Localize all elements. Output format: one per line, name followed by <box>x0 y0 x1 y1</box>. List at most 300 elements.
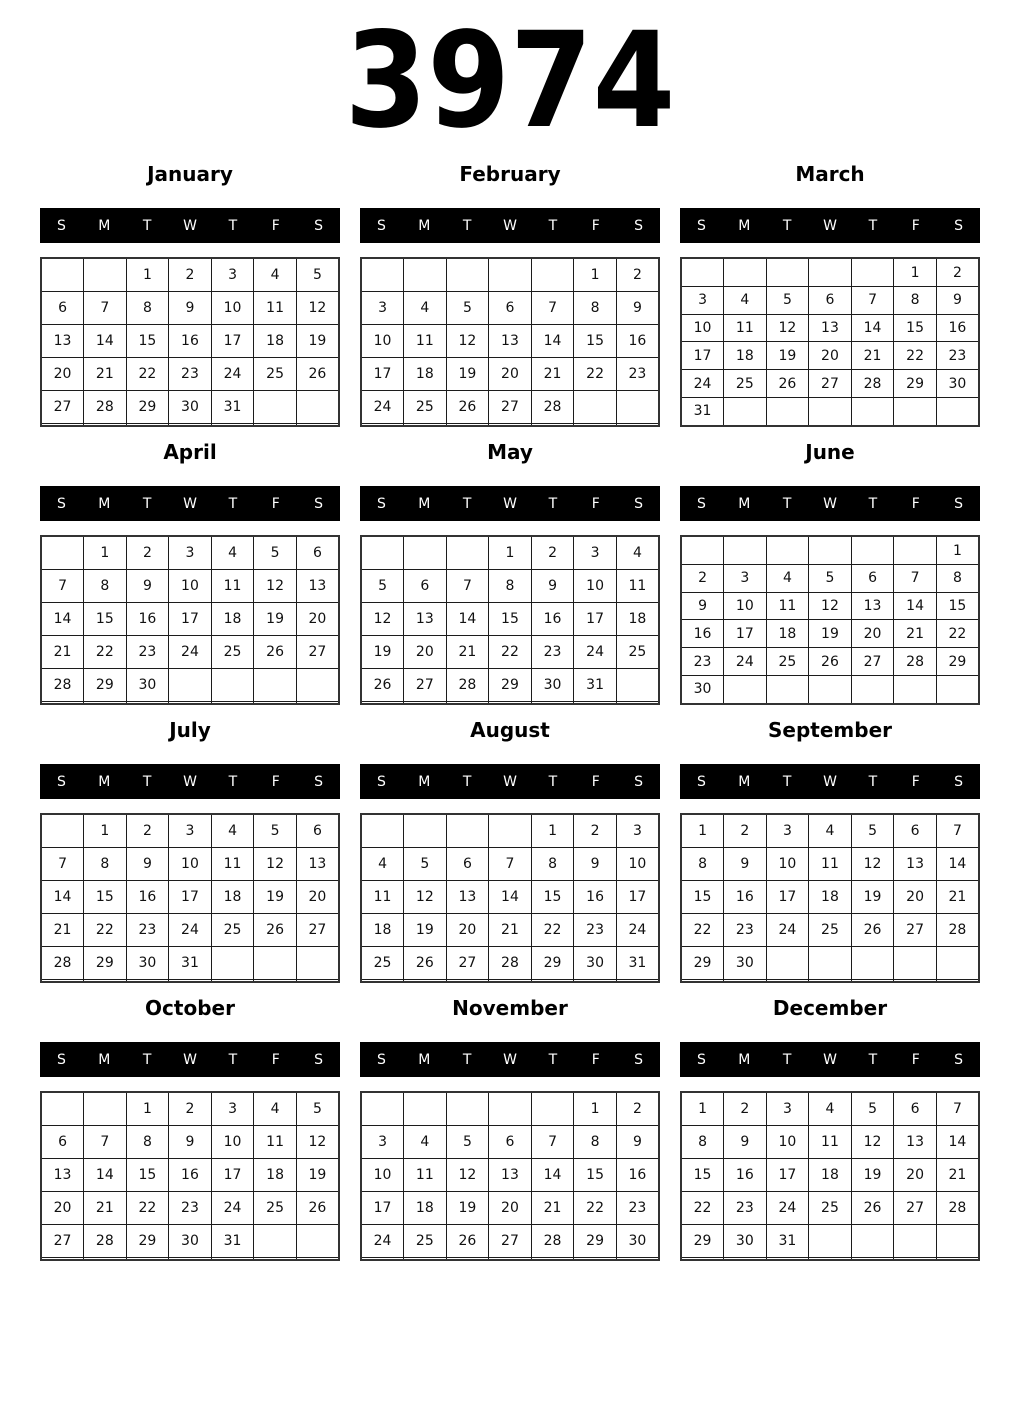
day-cell <box>446 1092 489 1126</box>
day-cell: 20 <box>894 881 937 914</box>
day-cell: 24 <box>211 1191 254 1224</box>
day-cell <box>894 397 937 426</box>
day-cell: 25 <box>254 357 297 390</box>
day-cell <box>936 1224 979 1257</box>
day-cell: 22 <box>574 1191 617 1224</box>
day-cell: 21 <box>531 357 574 390</box>
month-grid <box>680 257 980 427</box>
weekday-label: S <box>696 1051 706 1068</box>
day-cell: 14 <box>894 592 937 620</box>
day-cell: 18 <box>361 913 404 946</box>
week-row <box>361 1092 659 1126</box>
weekday-label: T <box>782 217 792 234</box>
day-cell: 24 <box>169 913 212 946</box>
day-cell <box>531 701 574 704</box>
day-cell: 17 <box>766 1159 809 1192</box>
week-row <box>681 1126 979 1159</box>
month-title: March <box>795 162 865 186</box>
weekday-label: T <box>782 773 792 790</box>
month-october <box>40 998 340 1261</box>
weekday-header <box>40 1042 340 1077</box>
weekday-label: W <box>503 773 517 790</box>
day-cell: 6 <box>809 287 852 315</box>
day-cell: 27 <box>446 946 489 979</box>
day-cell: 21 <box>84 1191 127 1224</box>
day-cell <box>894 946 937 979</box>
day-cell: 6 <box>894 1092 937 1126</box>
week-row <box>681 946 979 979</box>
weekday-header <box>360 486 660 521</box>
weekday-header <box>680 208 980 243</box>
day-cell: 16 <box>936 314 979 342</box>
weekday-label: T <box>462 217 472 234</box>
weekday-label: T <box>228 773 238 790</box>
day-cell <box>404 1257 447 1260</box>
weekday-label: S <box>954 495 964 512</box>
day-cell: 4 <box>211 536 254 570</box>
day-cell: 13 <box>41 1159 84 1192</box>
day-cell: 11 <box>404 325 447 358</box>
day-cell <box>766 946 809 979</box>
day-cell: 4 <box>361 848 404 881</box>
day-cell: 7 <box>936 1092 979 1126</box>
week-row <box>681 881 979 914</box>
day-cell: 26 <box>446 390 489 423</box>
day-cell <box>681 258 724 287</box>
day-cell <box>489 258 532 292</box>
week-row <box>681 620 979 648</box>
day-cell: 19 <box>446 1191 489 1224</box>
day-cell: 18 <box>404 357 447 390</box>
day-cell: 26 <box>296 1191 339 1224</box>
weekday-label: S <box>954 217 964 234</box>
day-cell <box>296 979 339 982</box>
day-cell: 24 <box>361 390 404 423</box>
day-cell: 23 <box>681 648 724 676</box>
week-row <box>361 1257 659 1260</box>
day-cell: 23 <box>126 635 169 668</box>
week-row <box>681 979 979 982</box>
day-cell: 10 <box>616 848 659 881</box>
day-cell <box>681 1257 724 1260</box>
week-row <box>41 1257 339 1260</box>
day-cell <box>489 979 532 982</box>
day-cell: 24 <box>724 648 767 676</box>
day-cell: 9 <box>126 570 169 603</box>
weekday-label: W <box>503 1051 517 1068</box>
day-cell <box>404 701 447 704</box>
week-row <box>41 979 339 982</box>
day-cell: 30 <box>531 668 574 701</box>
day-cell <box>809 1224 852 1257</box>
week-row <box>361 423 659 426</box>
day-cell: 2 <box>936 258 979 287</box>
day-cell: 13 <box>296 570 339 603</box>
day-cell: 19 <box>296 325 339 358</box>
day-cell: 29 <box>126 390 169 423</box>
day-cell: 15 <box>936 592 979 620</box>
day-cell: 15 <box>126 325 169 358</box>
week-row <box>361 390 659 423</box>
weekday-label: T <box>782 1051 792 1068</box>
weekday-label: M <box>418 495 431 512</box>
weekday-label: S <box>634 773 644 790</box>
day-cell: 26 <box>361 668 404 701</box>
day-cell: 9 <box>574 848 617 881</box>
day-cell <box>724 1257 767 1260</box>
week-row <box>361 325 659 358</box>
day-cell <box>809 979 852 982</box>
day-cell: 4 <box>211 814 254 848</box>
day-cell: 19 <box>446 357 489 390</box>
weekday-label: F <box>591 773 600 790</box>
day-cell: 10 <box>361 1159 404 1192</box>
day-cell: 4 <box>766 565 809 593</box>
day-cell: 1 <box>489 536 532 570</box>
day-cell: 15 <box>681 881 724 914</box>
day-cell <box>41 536 84 570</box>
day-cell <box>211 423 254 426</box>
weekday-label: M <box>98 1051 111 1068</box>
day-cell: 29 <box>126 1224 169 1257</box>
day-cell: 15 <box>84 603 127 636</box>
day-cell <box>851 536 894 565</box>
day-cell: 23 <box>616 1191 659 1224</box>
day-cell: 31 <box>211 1224 254 1257</box>
day-cell <box>446 258 489 292</box>
day-cell: 11 <box>809 848 852 881</box>
day-cell <box>616 668 659 701</box>
day-cell <box>851 946 894 979</box>
day-cell <box>211 979 254 982</box>
day-cell: 6 <box>41 292 84 325</box>
day-cell <box>489 1092 532 1126</box>
day-cell: 28 <box>41 668 84 701</box>
month-grid <box>680 535 980 705</box>
day-cell: 15 <box>681 1159 724 1192</box>
day-cell: 11 <box>211 848 254 881</box>
day-cell: 11 <box>211 570 254 603</box>
day-cell: 26 <box>851 1191 894 1224</box>
day-cell: 22 <box>681 1191 724 1224</box>
day-cell: 13 <box>894 848 937 881</box>
day-cell: 18 <box>211 881 254 914</box>
day-cell: 5 <box>404 848 447 881</box>
day-cell: 10 <box>766 848 809 881</box>
weekday-label: F <box>911 773 920 790</box>
weekday-label: S <box>696 217 706 234</box>
day-cell: 17 <box>169 881 212 914</box>
day-cell: 16 <box>126 881 169 914</box>
day-cell: 10 <box>766 1126 809 1159</box>
day-cell: 16 <box>169 1159 212 1192</box>
day-cell: 12 <box>254 570 297 603</box>
day-cell: 27 <box>489 1224 532 1257</box>
day-cell: 18 <box>766 620 809 648</box>
day-cell: 21 <box>851 342 894 370</box>
day-cell: 8 <box>574 1126 617 1159</box>
weekday-header <box>680 486 980 521</box>
day-cell: 12 <box>446 325 489 358</box>
week-row <box>361 1159 659 1192</box>
day-cell: 31 <box>766 1224 809 1257</box>
week-row <box>681 370 979 398</box>
week-row <box>681 648 979 676</box>
month-grid <box>40 535 340 705</box>
week-row <box>41 390 339 423</box>
day-cell: 10 <box>211 292 254 325</box>
day-cell: 12 <box>446 1159 489 1192</box>
day-cell: 5 <box>361 570 404 603</box>
weekday-label: T <box>462 495 472 512</box>
day-cell: 8 <box>894 287 937 315</box>
month-grid <box>40 257 340 427</box>
day-cell: 23 <box>169 1191 212 1224</box>
day-cell: 24 <box>616 913 659 946</box>
month-title: January <box>147 162 233 186</box>
day-cell: 30 <box>936 370 979 398</box>
day-cell: 27 <box>894 913 937 946</box>
day-cell <box>446 814 489 848</box>
month-grid <box>40 1091 340 1261</box>
day-cell: 20 <box>446 913 489 946</box>
day-cell: 28 <box>531 390 574 423</box>
day-cell <box>936 397 979 426</box>
day-cell: 3 <box>724 565 767 593</box>
day-cell: 28 <box>489 946 532 979</box>
day-cell <box>936 675 979 704</box>
week-row <box>681 1159 979 1192</box>
day-cell: 4 <box>404 292 447 325</box>
day-cell <box>169 701 212 704</box>
day-cell <box>894 1224 937 1257</box>
day-cell: 28 <box>936 1191 979 1224</box>
day-cell: 11 <box>361 881 404 914</box>
day-cell: 26 <box>254 913 297 946</box>
day-cell <box>126 979 169 982</box>
weekday-label: T <box>142 217 152 234</box>
day-cell: 3 <box>361 1126 404 1159</box>
week-row <box>41 814 339 848</box>
week-row <box>361 701 659 704</box>
day-cell: 29 <box>531 946 574 979</box>
day-cell <box>936 946 979 979</box>
day-cell <box>851 397 894 426</box>
day-cell: 9 <box>169 1126 212 1159</box>
week-row <box>41 881 339 914</box>
day-cell: 10 <box>681 314 724 342</box>
week-row <box>361 913 659 946</box>
day-cell <box>296 390 339 423</box>
day-cell: 19 <box>296 1159 339 1192</box>
day-cell: 30 <box>681 675 724 704</box>
day-cell: 26 <box>254 635 297 668</box>
day-cell: 17 <box>724 620 767 648</box>
day-cell: 13 <box>489 325 532 358</box>
day-cell: 1 <box>126 1092 169 1126</box>
day-cell: 11 <box>809 1126 852 1159</box>
day-cell: 9 <box>169 292 212 325</box>
day-cell <box>809 258 852 287</box>
day-cell: 22 <box>84 635 127 668</box>
day-cell <box>254 1224 297 1257</box>
weekday-label: W <box>183 773 197 790</box>
week-row <box>681 913 979 946</box>
day-cell <box>361 701 404 704</box>
week-row <box>41 536 339 570</box>
month-title: February <box>459 162 561 186</box>
day-cell: 8 <box>126 292 169 325</box>
day-cell: 27 <box>894 1191 937 1224</box>
day-cell: 3 <box>766 814 809 848</box>
day-cell: 18 <box>809 881 852 914</box>
day-cell: 15 <box>84 881 127 914</box>
day-cell: 15 <box>531 881 574 914</box>
month-december <box>680 998 980 1261</box>
day-cell: 27 <box>41 1224 84 1257</box>
day-cell <box>41 1092 84 1126</box>
day-cell: 19 <box>809 620 852 648</box>
month-title: June <box>805 440 855 464</box>
weekday-label: T <box>548 773 558 790</box>
weekday-label: T <box>782 495 792 512</box>
day-cell: 24 <box>766 913 809 946</box>
day-cell: 5 <box>809 565 852 593</box>
day-cell: 16 <box>616 325 659 358</box>
day-cell: 27 <box>296 913 339 946</box>
day-cell: 23 <box>616 357 659 390</box>
day-cell: 20 <box>296 603 339 636</box>
weekday-label: F <box>911 217 920 234</box>
day-cell: 10 <box>724 592 767 620</box>
month-title: August <box>470 718 550 742</box>
month-grid <box>360 535 660 705</box>
day-cell: 5 <box>254 814 297 848</box>
day-cell: 6 <box>894 814 937 848</box>
day-cell: 20 <box>809 342 852 370</box>
day-cell: 20 <box>41 357 84 390</box>
day-cell <box>851 1257 894 1260</box>
day-cell: 22 <box>936 620 979 648</box>
day-cell: 10 <box>574 570 617 603</box>
day-cell <box>574 423 617 426</box>
day-cell <box>296 1257 339 1260</box>
day-cell <box>531 979 574 982</box>
month-title: September <box>768 718 892 742</box>
weekday-label: M <box>738 217 751 234</box>
day-cell <box>724 979 767 982</box>
day-cell <box>809 1257 852 1260</box>
week-row <box>41 258 339 292</box>
day-cell <box>296 668 339 701</box>
week-row <box>41 1159 339 1192</box>
day-cell: 26 <box>404 946 447 979</box>
day-cell: 7 <box>531 292 574 325</box>
day-cell <box>84 258 127 292</box>
day-cell: 3 <box>211 1092 254 1126</box>
day-cell: 25 <box>211 913 254 946</box>
day-cell: 9 <box>724 848 767 881</box>
week-row <box>681 848 979 881</box>
weekday-label: T <box>142 1051 152 1068</box>
day-cell: 18 <box>254 325 297 358</box>
day-cell <box>361 1092 404 1126</box>
day-cell: 15 <box>574 1159 617 1192</box>
day-cell: 7 <box>936 814 979 848</box>
weekday-label: M <box>738 773 751 790</box>
day-cell <box>489 814 532 848</box>
day-cell: 25 <box>766 648 809 676</box>
day-cell: 21 <box>84 357 127 390</box>
day-cell: 15 <box>489 603 532 636</box>
day-cell: 2 <box>531 536 574 570</box>
day-cell: 25 <box>809 913 852 946</box>
day-cell: 16 <box>126 603 169 636</box>
day-cell <box>616 390 659 423</box>
day-cell: 15 <box>574 325 617 358</box>
day-cell <box>851 1224 894 1257</box>
day-cell <box>361 258 404 292</box>
day-cell: 7 <box>851 287 894 315</box>
day-cell: 7 <box>894 565 937 593</box>
weekday-label: S <box>696 495 706 512</box>
week-row <box>361 848 659 881</box>
week-row <box>41 1224 339 1257</box>
day-cell: 23 <box>936 342 979 370</box>
day-cell <box>724 258 767 287</box>
day-cell: 17 <box>616 881 659 914</box>
month-grid <box>360 813 660 983</box>
day-cell: 22 <box>894 342 937 370</box>
day-cell: 12 <box>404 881 447 914</box>
day-cell: 10 <box>361 325 404 358</box>
day-cell <box>766 675 809 704</box>
day-cell <box>724 397 767 426</box>
day-cell <box>894 536 937 565</box>
weekday-label: W <box>183 495 197 512</box>
day-cell <box>296 423 339 426</box>
day-cell <box>254 668 297 701</box>
week-row <box>361 292 659 325</box>
day-cell: 10 <box>211 1126 254 1159</box>
day-cell: 24 <box>681 370 724 398</box>
week-row <box>681 258 979 287</box>
day-cell: 3 <box>169 536 212 570</box>
day-cell <box>361 423 404 426</box>
weekday-label: F <box>271 773 280 790</box>
day-cell <box>446 979 489 982</box>
day-cell <box>766 979 809 982</box>
day-cell <box>126 701 169 704</box>
day-cell: 17 <box>211 1159 254 1192</box>
month-july <box>40 720 340 983</box>
weekday-label: T <box>548 217 558 234</box>
day-cell: 12 <box>809 592 852 620</box>
day-cell <box>851 979 894 982</box>
day-cell: 14 <box>41 603 84 636</box>
day-cell: 29 <box>894 370 937 398</box>
day-cell: 28 <box>531 1224 574 1257</box>
week-row <box>361 814 659 848</box>
day-cell: 25 <box>616 635 659 668</box>
month-february <box>360 164 660 427</box>
weekday-label: S <box>376 217 386 234</box>
day-cell: 1 <box>574 258 617 292</box>
day-cell <box>361 1257 404 1260</box>
day-cell <box>574 1257 617 1260</box>
day-cell <box>809 536 852 565</box>
day-cell: 8 <box>936 565 979 593</box>
